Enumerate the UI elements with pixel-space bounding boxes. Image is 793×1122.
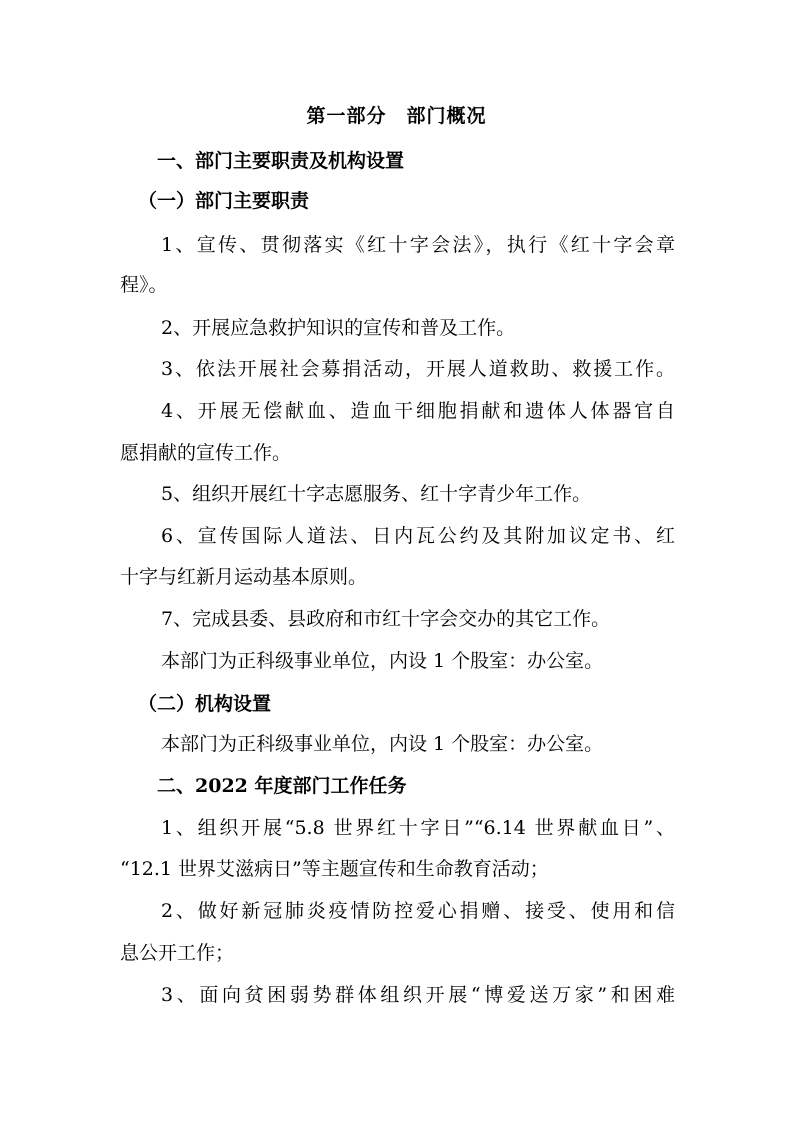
duty-5: 5、组织开展红十字志愿服务、红十字青少年工作。 bbox=[161, 483, 592, 505]
duty-6-line-1: 6、宣传国际人道法、日内瓦公约及其附加议定书、红 bbox=[161, 525, 675, 547]
duty-1-line-1: 1、宣传、贯彻落实《红十字会法》，执行《红十字会章 bbox=[161, 234, 675, 256]
duty-1-line-2: 程》。 bbox=[120, 274, 168, 296]
heading-subsection-1-1: （一）部门主要职责 bbox=[138, 190, 310, 212]
task-1-line-2: “12.1 世界艾滋病日”等主题宣传和生命教育活动； bbox=[120, 858, 549, 880]
heading-subsection-1-2: （二）机构设置 bbox=[138, 693, 272, 715]
task-3-line-1: 3、面向贫困弱势群体组织开展“博爱送万家”和困难 bbox=[161, 984, 675, 1006]
page-title: 第一部分 部门概况 bbox=[306, 105, 487, 127]
duty-4-line-1: 4、开展无偿献血、造血干细胞捐献和遗体人体器官自 bbox=[161, 400, 675, 422]
org-note-1: 本部门为正科级事业单位，内设 1 个股室：办公室。 bbox=[161, 650, 604, 672]
duty-2: 2、开展应急救护知识的宣传和普及工作。 bbox=[161, 317, 516, 339]
duty-6-line-2: 十字与红新月运动基本原则。 bbox=[120, 566, 368, 588]
heading-section-2: 二、2022 年度部门工作任务 bbox=[157, 775, 407, 797]
task-2-line-2: 息公开工作； bbox=[120, 942, 235, 964]
task-2-line-1: 2、做好新冠肺炎疫情防控爱心捐赠、接受、使用和信 bbox=[161, 900, 675, 922]
task-1-line-1: 1、组织开展“5.8 世界红十字日”“6.14 世界献血日”、 bbox=[161, 817, 675, 839]
duty-3: 3、依法开展社会募捐活动，开展人道救助、救援工作。 bbox=[161, 358, 675, 380]
org-note-2: 本部门为正科级事业单位，内设 1 个股室：办公室。 bbox=[161, 733, 604, 755]
duty-7: 7、完成县委、县政府和市红十字会交办的其它工作。 bbox=[161, 608, 611, 630]
heading-section-1: 一、部门主要职责及机构设置 bbox=[157, 150, 405, 172]
duty-4-line-2: 愿捐献的宣传工作。 bbox=[120, 442, 292, 464]
